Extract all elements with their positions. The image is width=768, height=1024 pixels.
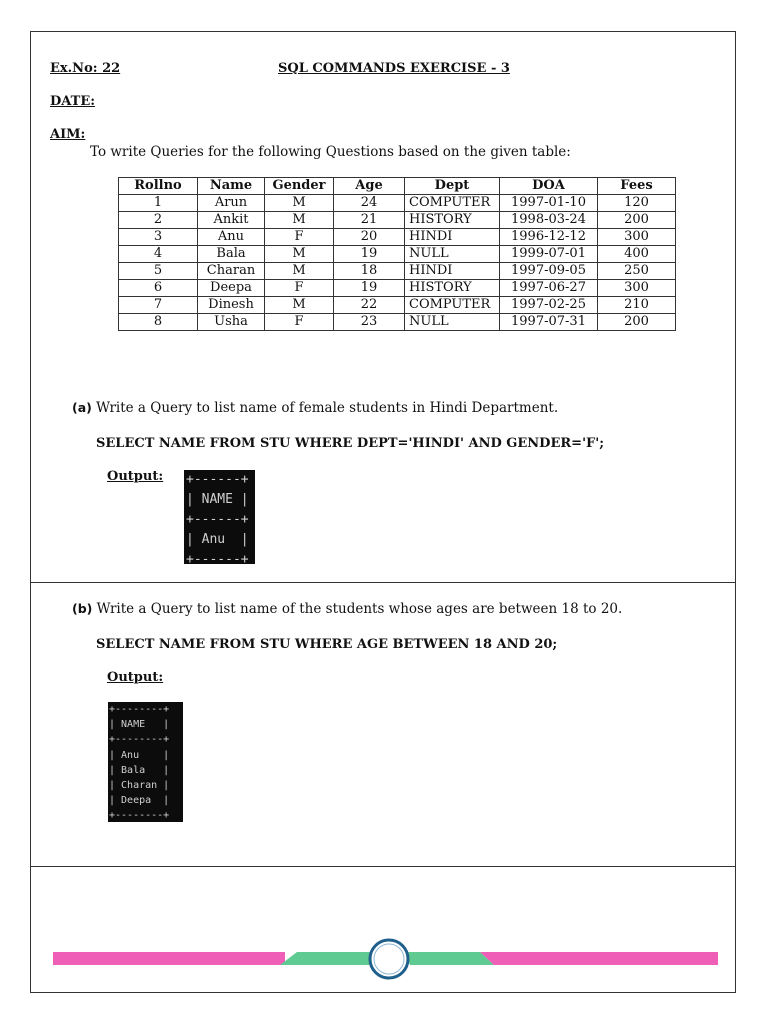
cell-dept: NULL: [405, 246, 500, 263]
aim-text: To write Queries for the following Questions based on the given table:: [90, 144, 571, 160]
cell-age: 22: [334, 297, 405, 314]
table-row: [119, 229, 676, 246]
date-label: DATE:: [50, 94, 96, 109]
cell-fees: 300: [598, 280, 676, 297]
table-row: [119, 263, 676, 280]
column-header-fees: Fees: [598, 178, 676, 195]
cell-gender: M: [265, 246, 334, 263]
table-row: [119, 314, 676, 331]
query-b: SELECT NAME FROM STU WHERE AGE BETWEEN 18 AND 20;: [96, 637, 558, 652]
cell-dept: HISTORY: [405, 212, 500, 229]
cell-name: Dinesh: [198, 297, 265, 314]
cell-doa: 1999-07-01: [500, 246, 598, 263]
cell-doa: 1996-12-12: [500, 229, 598, 246]
question-a: [72, 400, 558, 416]
footer-pink-bar-left: [53, 952, 285, 965]
page-border: [30, 31, 736, 993]
question-b: [72, 601, 622, 617]
footer-pink-bar-right: [480, 952, 718, 965]
column-header-name: Name: [198, 178, 265, 195]
cell-age: 23: [334, 314, 405, 331]
cell-dept: HINDI: [405, 229, 500, 246]
cell-rollno: 1: [119, 195, 198, 212]
cell-gender: M: [265, 195, 334, 212]
cell-doa: 1997-09-05: [500, 263, 598, 280]
table-row: [119, 195, 676, 212]
cell-rollno: 6: [119, 280, 198, 297]
cell-rollno: 2: [119, 212, 198, 229]
cell-age: 19: [334, 246, 405, 263]
cell-age: 21: [334, 212, 405, 229]
table-row: [119, 297, 676, 314]
footer-green-band-left: [280, 952, 380, 965]
column-header-doa: DOA: [500, 178, 598, 195]
exercise-number: Ex.No: 22: [50, 61, 121, 76]
cell-gender: M: [265, 212, 334, 229]
question-a-label: (a): [72, 400, 92, 415]
cell-fees: 250: [598, 263, 676, 280]
question-b-label: (b): [72, 601, 93, 616]
cell-doa: 1997-01-10: [500, 195, 598, 212]
cell-gender: F: [265, 229, 334, 246]
cell-doa: 1997-07-31: [500, 314, 598, 331]
cell-doa: 1997-02-25: [500, 297, 598, 314]
cell-dept: NULL: [405, 314, 500, 331]
page-title: SQL COMMANDS EXERCISE - 3: [278, 61, 510, 76]
aim-label: AIM:: [50, 127, 86, 142]
cell-rollno: 7: [119, 297, 198, 314]
cell-rollno: 5: [119, 263, 198, 280]
cell-fees: 200: [598, 212, 676, 229]
section-divider: [31, 582, 736, 583]
cell-fees: 210: [598, 297, 676, 314]
cell-dept: HISTORY: [405, 280, 500, 297]
cell-age: 19: [334, 280, 405, 297]
footer-green-band-right: [405, 952, 494, 965]
cell-age: 18: [334, 263, 405, 280]
column-header-dept: Dept: [405, 178, 500, 195]
cell-gender: F: [265, 314, 334, 331]
cell-gender: M: [265, 263, 334, 280]
column-header-gender: Gender: [265, 178, 334, 195]
cell-name: Arun: [198, 195, 265, 212]
cell-dept: COMPUTER: [405, 195, 500, 212]
question-a-text: Write a Query to list name of female students in Hindi Department.: [96, 400, 559, 416]
column-header-age: Age: [334, 178, 405, 195]
cell-gender: M: [265, 297, 334, 314]
cell-fees: 300: [598, 229, 676, 246]
table-row: [119, 212, 676, 229]
cell-rollno: 4: [119, 246, 198, 263]
cell-name: Deepa: [198, 280, 265, 297]
query-a: SELECT NAME FROM STU WHERE DEPT='HINDI' AND GENDER='F';: [96, 436, 605, 451]
section-divider: [31, 866, 736, 867]
footer-decoration: [50, 932, 720, 982]
cell-name: Usha: [198, 314, 265, 331]
cell-age: 20: [334, 229, 405, 246]
cell-dept: HINDI: [405, 263, 500, 280]
cell-doa: 1997-06-27: [500, 280, 598, 297]
table-row: [119, 280, 676, 297]
table-row: [119, 246, 676, 263]
footer-ring-icon: [370, 940, 408, 978]
question-b-text: Write a Query to list name of the students whose ages are between 18 to 20.: [96, 601, 623, 617]
cell-dept: COMPUTER: [405, 297, 500, 314]
cell-doa: 1998-03-24: [500, 212, 598, 229]
cell-name: Ankit: [198, 212, 265, 229]
output-a-terminal: +------+ | NAME | +------+ | Anu | +------+: [184, 470, 255, 564]
cell-name: Anu: [198, 229, 265, 246]
cell-fees: 120: [598, 195, 676, 212]
cell-gender: F: [265, 280, 334, 297]
column-header-rollno: Rollno: [119, 178, 198, 195]
cell-fees: 400: [598, 246, 676, 263]
cell-age: 24: [334, 195, 405, 212]
cell-name: Bala: [198, 246, 265, 263]
cell-rollno: 3: [119, 229, 198, 246]
output-b-terminal: +--------+ | NAME | +--------+ | Anu | | Bala | | Charan | | Deepa | +--------+: [108, 702, 183, 822]
students-table: [118, 177, 676, 331]
output-a-label: Output:: [107, 469, 164, 484]
cell-rollno: 8: [119, 314, 198, 331]
cell-name: Charan: [198, 263, 265, 280]
table-header-row: [119, 178, 676, 195]
cell-fees: 200: [598, 314, 676, 331]
output-b-label: Output:: [107, 670, 164, 685]
